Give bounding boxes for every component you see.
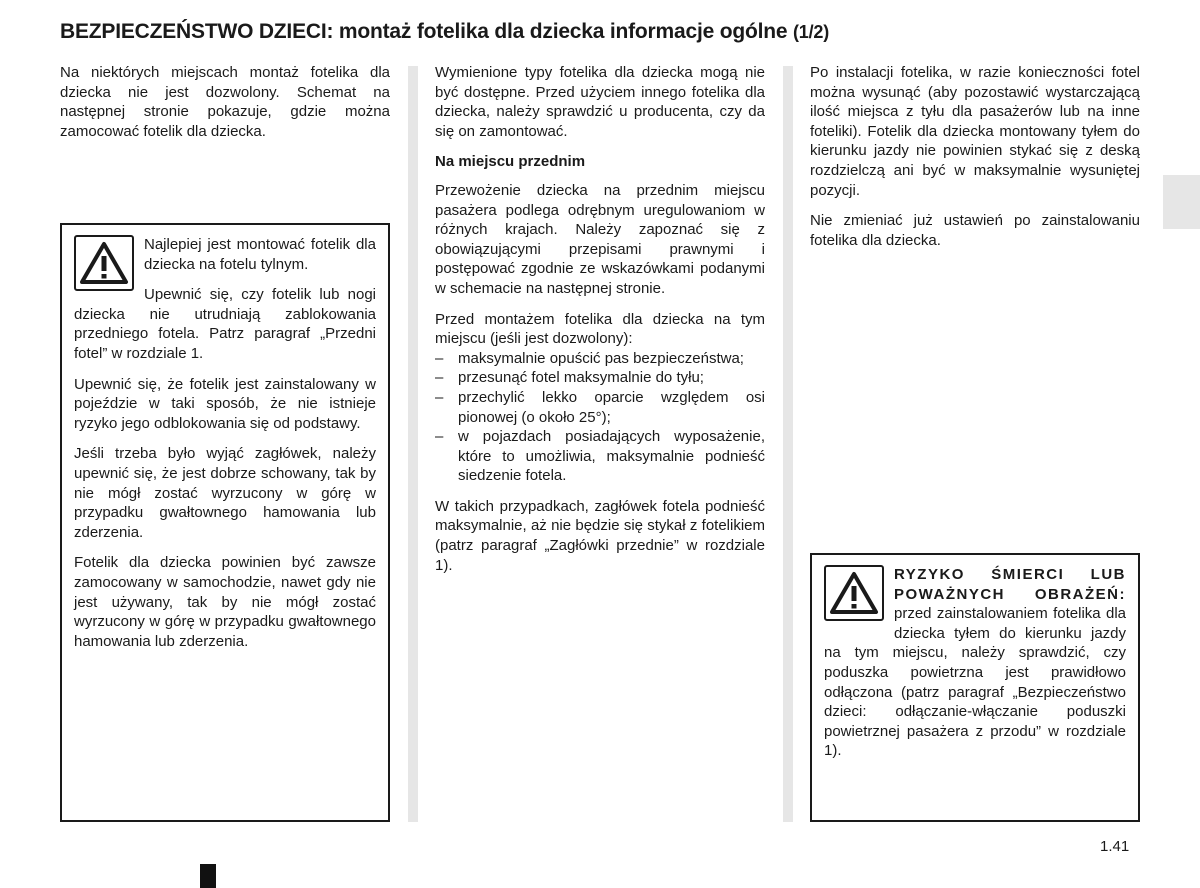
col3-paragraph-1: Po instalacji fotelika, w razie konieczności fotel można wysunąć (aby pozostawić wystarczającą ilość miejsca z tyłu dla pasażerów lub na inne foteliki). Fotelik dla dziecka montowany tyłem do kierunku jazdy nie powinien stykać się z deską rozdzielczą ani być w maksymalnie wysuniętej pozycji. bbox=[810, 64, 1140, 199]
warning1-paragraph-4: Jeśli trzeba było wyjąć zagłówek, należy upewnić się, że jest dobrze schowany, tak by nie mógł zostać wyrzucony w górę w przypadku gwałtownego hamowania lub zderzenia. bbox=[74, 445, 376, 541]
list-item: – przesunąć fotel maksymalnie do tyłu; bbox=[435, 368, 765, 388]
page-edge-marker bbox=[200, 864, 216, 888]
column-3 bbox=[810, 63, 1140, 261]
col2-paragraph-2: Przewożenie dziecka na przednim miejscu pasażera podlega odrębnym uregulowaniom w różnych krajach. Należy zapoznać się z obowiązującymi przepisami prawnymi i postępować zgodnie ze wskazówkami podanymi w schemacie na następnej stronie. bbox=[435, 181, 765, 297]
warning2-text: przed zainstalowaniem fotelika dla dziecka tyłem do kierunku jazdy na tym miejscu, należy sprawdzić, czy poduszka powietrzna jest prawidłowo odłączona (patrz paragraf „Bezpieczeństwo dzieci: odłączanie-włączanie poduszki powietrznej pasażera z przodu” w rozdziale 1). bbox=[824, 605, 1126, 760]
col1-paragraph-1: Na niektórych miejscach montaż fotelika dla dziecka nie jest dozwolony. Schemat na następnej stronie pokazuje, gdzie można zamocować fotelik dla dziecka. bbox=[60, 64, 390, 140]
warning1-paragraph-2: Upewnić się, czy fotelik lub nogi dziecka nie utrudniają zablokowania przedniego fotela. Patrz paragraf „Przedni fotel” w rozdziale 1. bbox=[74, 286, 376, 362]
page-title bbox=[60, 20, 1140, 44]
col3-paragraph-2: Nie zmieniać już ustawień po zainstalowaniu fotelika dla dziecka. bbox=[810, 212, 1140, 249]
instruction-list bbox=[435, 349, 765, 486]
col2-paragraph-4: W takich przypadkach, zagłówek fotela podnieść maksymalnie, aż nie będzie się stykał z fotelikiem (patrz paragraf „Zagłówki przednie” w rozdziale 1). bbox=[435, 497, 765, 574]
warning-box-1 bbox=[60, 223, 390, 822]
page-title-part: (1/2) bbox=[792, 22, 829, 42]
warning1-paragraph-5: Fotelik dla dziecka powinien być zawsze zamocowany w samochodzie, nawet gdy nie jest używany, tak by nie mógł zostać wyrzucony w górę w przypadku gwałtownego hamowania lub zderzenia. bbox=[74, 554, 376, 650]
column-1 bbox=[60, 63, 390, 152]
list-item: – przechylić lekko oparcie względem osi pionowej (o około 25°); bbox=[435, 388, 765, 427]
col2-paragraph-1: Wymienione typy fotelika dla dziecka mogą nie być dostępne. Przed użyciem innego fotelika dla dziecka, należy sprawdzić u producenta, czy da się on zamontować. bbox=[435, 64, 765, 140]
column-2 bbox=[435, 63, 765, 586]
list-item: – maksymalnie opuścić pas bezpieczeństwa; bbox=[435, 349, 765, 369]
warning1-paragraph-3: Upewnić się, że fotelik jest zainstalowany w pojeździe w taki sposób, że nie istnieje ryzyko jego odblokowania się od podstawy. bbox=[74, 375, 376, 432]
warning2-heading: RYZYKO ŚMIERCI LUB POWAŻNYCH OBRAŻEŃ: bbox=[894, 566, 1126, 603]
warning-box-2 bbox=[810, 553, 1140, 822]
chapter-tab bbox=[1163, 175, 1200, 229]
col2-paragraph-3: Przed montażem fotelika dla dziecka na tym miejscu (jeśli jest dozwolony): bbox=[435, 310, 765, 348]
column-divider-1 bbox=[408, 66, 418, 822]
warning-triangle-icon bbox=[74, 235, 134, 291]
column-divider-2 bbox=[783, 66, 793, 822]
warning1-paragraph-1: Najlepiej jest montować fotelik dla dziecka na fotelu tylnym. bbox=[144, 236, 376, 273]
page-number: 1.41 bbox=[1100, 838, 1130, 855]
warning-triangle-icon bbox=[824, 565, 884, 621]
list-item: – w pojazdach posiadających wyposażenie, które to umożliwia, maksymalnie podnieść siedzenie fotela. bbox=[435, 427, 765, 486]
section-heading-front-seat: Na miejscu przednim bbox=[435, 153, 586, 171]
page-title-main: BEZPIECZEŃSTWO DZIECI: montaż fotelika dla dziecka informacje ogólne bbox=[60, 20, 788, 43]
